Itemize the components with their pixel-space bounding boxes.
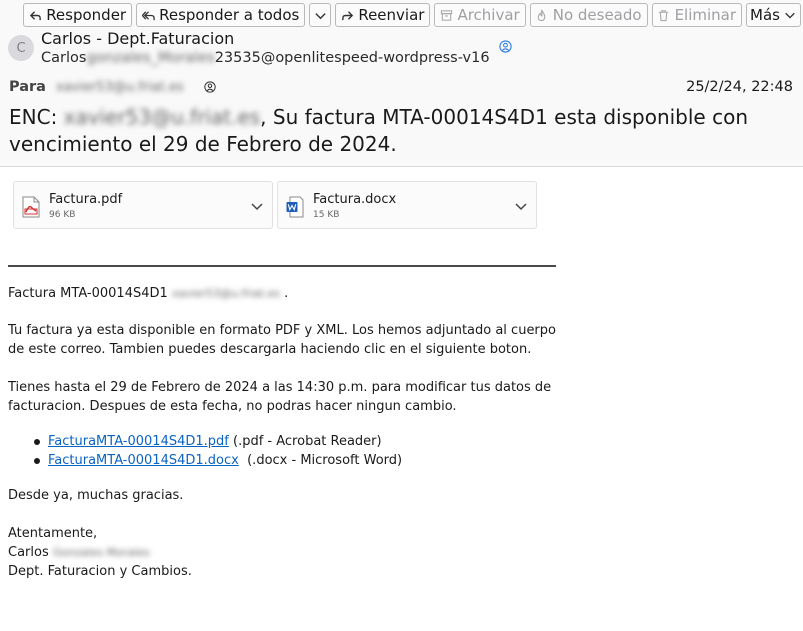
signature-dept: Dept. Faturacion y Cambios. — [8, 564, 192, 579]
archive-button[interactable] — [434, 3, 525, 27]
word-file-icon — [286, 196, 304, 218]
delete-label: Eliminar — [674, 6, 737, 24]
attachment-name: Factura.pdf — [49, 192, 123, 207]
thanks-text: Desde ya, muchas gracias. — [8, 488, 184, 503]
subject-redacted: xavier53@u.friat.es — [63, 105, 261, 129]
horizontal-rule — [8, 265, 556, 267]
chevron-down-icon — [784, 9, 796, 21]
more-label: Más — [750, 6, 780, 24]
signature-first-name: Carlos — [8, 545, 49, 560]
bullet — [34, 458, 40, 464]
subject-line2: vencimiento el 29 de Febrero de 2024. — [9, 132, 397, 156]
subject-line1: , Su factura MTA-00014S4D1 esta disponible con — [260, 105, 749, 129]
link-suffix: (.docx - Microsoft Word) — [238, 453, 403, 468]
reply-label: Responder — [46, 6, 127, 24]
archive-icon — [439, 8, 453, 22]
reply-all-dropdown-button[interactable] — [309, 3, 331, 27]
recipient-redacted[interactable]: xavier53@u.friat.es — [56, 80, 184, 95]
message-header — [0, 0, 803, 167]
more-button[interactable] — [746, 3, 801, 27]
para2-line1: Tienes hasta el 29 de Febrero de 2024 a las 14:30 p.m. para modificar tus datos de — [8, 380, 552, 395]
junk-button[interactable] — [530, 3, 648, 27]
pdf-file-icon — [22, 196, 40, 218]
invoice-line-end: . — [284, 286, 289, 301]
archive-label: Archivar — [457, 6, 520, 24]
trash-icon — [657, 8, 671, 22]
link-suffix: (.pdf - Acrobat Reader) — [228, 434, 382, 449]
chevron-down-icon — [313, 8, 327, 22]
body-paragraph-2 — [8, 378, 568, 416]
sender-avatar[interactable]: C — [8, 35, 34, 61]
reply-icon — [28, 8, 42, 22]
sender-name[interactable]: Carlos - Dept.Faturacion — [41, 29, 235, 48]
docx-download-link[interactable]: FacturaMTA-00014S4D1.docx — [48, 453, 239, 468]
message-toolbar — [23, 3, 801, 27]
sender-email-end: 23535@openlitespeed-wordpress-v16 — [214, 50, 490, 66]
chevron-down-icon[interactable] — [514, 199, 528, 213]
body-paragraph-1 — [8, 321, 568, 359]
sender-email-start: Carlos — [41, 50, 87, 66]
forward-label: Reenviar — [358, 6, 425, 24]
contact-icon[interactable] — [204, 81, 216, 93]
attachment-size: 96 KB — [49, 210, 76, 220]
invoice-label: Factura MTA-00014S4D1 — [8, 286, 168, 301]
delete-button[interactable] — [652, 3, 742, 27]
para1-line2: de este correo. Tambien puedes descargarla haciendo clic en el siguiente boton. — [8, 342, 532, 357]
list-item — [48, 451, 402, 470]
forward-icon — [340, 8, 354, 22]
para1-line1: Tu factura ya esta disponible en formato PDF y XML. Los hemos adjuntado al cuerpo — [8, 323, 556, 338]
add-contact-icon[interactable] — [499, 40, 512, 53]
attachment-docx[interactable] — [277, 181, 537, 229]
closing-text: Atentamente, — [8, 526, 98, 541]
sender-email[interactable] — [41, 50, 490, 66]
junk-label: No deseado — [552, 6, 642, 24]
sender-email-redacted: gonzales_Morales — [86, 50, 215, 66]
reply-all-label: Responder a todos — [159, 6, 300, 24]
attachment-pdf[interactable] — [13, 181, 273, 229]
forward-button[interactable] — [335, 3, 430, 27]
reply-button[interactable] — [23, 3, 132, 27]
to-label: Para — [9, 79, 46, 95]
signature-name-redacted: Gonzales Morales — [52, 546, 150, 559]
chevron-down-icon[interactable] — [250, 199, 264, 213]
message-date: 25/2/24, 22:48 — [686, 79, 793, 95]
invoice-line — [8, 284, 568, 303]
list-item — [48, 432, 382, 451]
attachment-size: 15 KB — [313, 210, 340, 220]
message-subject — [9, 104, 789, 158]
pdf-download-link[interactable]: FacturaMTA-00014S4D1.pdf — [48, 434, 229, 449]
para2-line2: facturacion. Despues de esta fecha, no podras hacer ningun cambio. — [8, 399, 457, 414]
invoice-email-redacted: xavier53@u.friat.es — [171, 287, 281, 300]
attachment-name: Factura.docx — [313, 192, 397, 207]
flame-icon — [535, 8, 549, 22]
reply-all-button[interactable] — [136, 3, 305, 27]
reply-all-icon — [141, 8, 155, 22]
subject-prefix: ENC: — [9, 105, 58, 129]
bullet — [34, 439, 40, 445]
signature — [8, 524, 568, 581]
